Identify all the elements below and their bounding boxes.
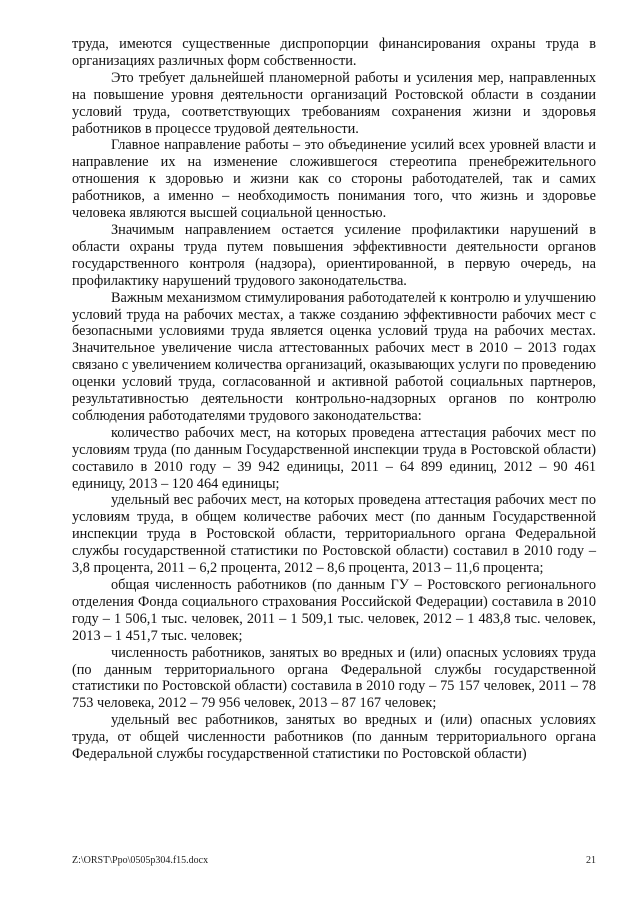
document-body: [72, 36, 596, 763]
paragraph: Важным механизмом стимулирования работодателей к контролю и улучшению условий труда на рабочих местах, а также созданию эффективности рабочих мест с безопасными условиями труда является оценка условий труда на рабочих местах. Значительное увеличение числа аттестованных рабочих мест в 2010 – 2013 годах связано с увеличением количества организаций, оказывающих услуги по проведению оценки условий труда, согласованной и активной работой социальных партнеров, результативностью деятельности контрольно-надзорных органов по контролю соблюдения работодателями трудового законодательства:: [72, 289, 596, 424]
list-item: общая численность работников (по данным ГУ – Ростовского регионального отделения Фонда социального страхования Российской Федерации) составила в 2010 году – 1 506,1 тыс. человек, 2011 – 1 509,1 тыс. человек, 2012 – 1 483,8 тыс. человек, 2013 – 1 451,7 тыс. человек;: [72, 577, 596, 644]
paragraph: Значимым направлением остается усиление профилактики нарушений в области охраны труда путем повышения эффективности деятельности органов государственного контроля (надзора), ориентированной, в первую очередь, на профилактику нарушений трудового законодательства.: [72, 221, 596, 289]
paragraph-continuation: труда, имеются существенные диспропорции финансирования охраны труда в организациях различных форм собственности.: [72, 36, 596, 69]
list-item: удельный вес работников, занятых во вредных и (или) опасных условиях труда, от общей численности работников (по данным территориального органа Федеральной службы государственной статистики по Ростовской области): [72, 712, 596, 763]
paragraph: Это требует дальнейшей планомерной работы и усиления мер, направленных на повышение уровня деятельности организаций Ростовской области в создании условий труда, соответствующих требованиям сохранения жизни и здоровья работников в процессе трудовой деятельности.: [72, 69, 596, 137]
list-item: численность работников, занятых во вредных и (или) опасных условиях труда (по данным территориального органа Федеральной службы государственной статистики по Ростовской области) составила в 2010 году – 75 157 человек, 2011 – 78 753 человека, 2012 – 79 956 человек, 2013 – 87 167 человек;: [72, 644, 596, 712]
list-item: удельный вес рабочих мест, на которых проведена аттестация рабочих мест по условиям труда, в общем количестве рабочих мест (по данным Государственной инспекции труда в Ростовской области, территориального органа Федеральной службы государственной статистики по Ростовской области) составил в 2010 году – 3,8 процента, 2011 – 6,2 процента, 2012 – 8,6 процента, 2013 – 11,6 процента;: [72, 492, 596, 577]
footer-file-path: Z:\ORST\Ppo\0505p304.f15.docx: [72, 855, 209, 866]
paragraph: Главное направление работы – это объединение усилий всех уровней власти и направление их на изменение сложившегося стереотипа пренебрежительного отношения к здоровью и жизни как со стороны работодателей, так и самих работников, а именно – необходимость понимания того, что жизнь и здоровье человека являются высшей социальной ценностью.: [72, 137, 596, 222]
list-item: количество рабочих мест, на которых проведена аттестация рабочих мест по условиям труда (по данным Государственной инспекции труда в Ростовской области) составило в 2010 году – 39 942 единицы, 2011 – 64 899 единиц, 2012 – 90 461 единицу, 2013 – 120 464 единицы;: [72, 424, 596, 492]
page-number: 21: [586, 855, 596, 866]
